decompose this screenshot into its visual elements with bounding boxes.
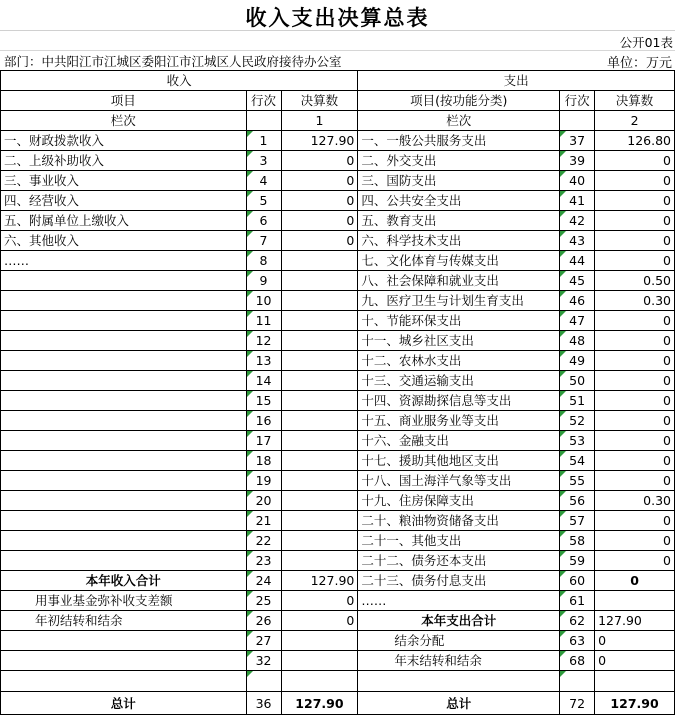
expense-amount: 0 [595, 371, 675, 391]
income-amount [281, 311, 358, 331]
department-label: 部门：中共阳江市江城区委阳江市江城区人民政府接待办公室 [4, 54, 342, 69]
income-amount [281, 551, 358, 571]
income-amount [281, 371, 358, 391]
table-row [1, 531, 675, 551]
income-line-number: 22 [246, 531, 281, 551]
expense-line-number: 42 [560, 211, 595, 231]
expense-amount: 0 [595, 191, 675, 211]
income-line-number: 36 [246, 692, 281, 715]
expense-amount: 127.90 [595, 692, 675, 715]
income-amount: 127.90 [281, 571, 358, 591]
income-amount: 0 [281, 611, 358, 631]
expense-amount: 127.90 [595, 611, 675, 631]
income-amount [281, 531, 358, 551]
income-amount: 127.90 [281, 692, 358, 715]
income-amount [281, 511, 358, 531]
table-row [1, 551, 675, 571]
expense-amount: 0 [595, 511, 675, 531]
expense-item-name: 五、教育支出 [358, 211, 560, 231]
expense-line-number: 68 [560, 651, 595, 671]
income-line-number: 26 [246, 611, 281, 631]
table-row [1, 331, 675, 351]
expense-line-number: 49 [560, 351, 595, 371]
income-item-name [1, 531, 247, 551]
title-row [0, 0, 675, 31]
income-item-name [1, 411, 247, 431]
table-row [1, 231, 675, 251]
expense-line-number: 52 [560, 411, 595, 431]
empty-cell [560, 111, 595, 131]
income-item-name [1, 551, 247, 571]
expense-line-number: 50 [560, 371, 595, 391]
income-amount: 0 [281, 171, 358, 191]
expense-amount: 0 [595, 231, 675, 251]
income-line-number: 23 [246, 551, 281, 571]
empty-cell [246, 111, 281, 131]
income-amount: 0 [281, 151, 358, 171]
table-row [1, 151, 675, 171]
income-item-name [1, 271, 247, 291]
income-line-number: 8 [246, 251, 281, 271]
income-amount: 0 [281, 591, 358, 611]
expense-amount: 0 [595, 171, 675, 191]
income-line-number: 16 [246, 411, 281, 431]
income-item-header: 项目 [1, 91, 247, 111]
expense-amount: 0.30 [595, 291, 675, 311]
expense-item-name: 十七、援助其他地区支出 [358, 451, 560, 471]
expense-item-name: 结余分配 [358, 631, 560, 651]
expense-item-name: 九、医疗卫生与计划生育支出 [358, 291, 560, 311]
income-item-name [1, 631, 247, 651]
expense-column-label: 栏次 [358, 111, 560, 131]
income-column-label: 栏次 [1, 111, 247, 131]
table-row [1, 171, 675, 191]
expense-item-name: 一、一般公共服务支出 [358, 131, 560, 151]
gridline [0, 50, 675, 51]
income-item-name: 五、附属单位上缴收入 [1, 211, 247, 231]
income-line-number: 7 [246, 231, 281, 251]
table-row [1, 471, 675, 491]
expense-line-number: 56 [560, 491, 595, 511]
income-amount [281, 651, 358, 671]
expense-line-number: 40 [560, 171, 595, 191]
expense-amount: 126.80 [595, 131, 675, 151]
expense-item-name: 总计 [358, 692, 560, 715]
income-item-name: 用事业基金弥补收支差额 [1, 591, 247, 611]
income-item-name [1, 671, 247, 692]
expense-section-header: 支出 [358, 71, 675, 91]
expense-item-name: 七、文化体育与传媒支出 [358, 251, 560, 271]
expense-line-header: 行次 [560, 91, 595, 111]
income-item-name [1, 351, 247, 371]
expense-amount: 0 [595, 211, 675, 231]
income-expense-table [0, 70, 675, 715]
income-line-number: 19 [246, 471, 281, 491]
expense-amount: 0 [595, 631, 675, 651]
income-item-name [1, 471, 247, 491]
expense-item-name: 二十三、债务付息支出 [358, 571, 560, 591]
expense-item-name: 十四、资源勘探信息等支出 [358, 391, 560, 411]
expense-amount: 0 [595, 411, 675, 431]
table-row [1, 431, 675, 451]
income-item-name [1, 451, 247, 471]
income-item-name [1, 431, 247, 451]
income-col-number: 1 [281, 111, 358, 131]
income-line-number: 13 [246, 351, 281, 371]
income-amount [281, 271, 358, 291]
income-amount [281, 451, 358, 471]
expense-line-number: 46 [560, 291, 595, 311]
expense-amount: 0 [595, 251, 675, 271]
income-item-name [1, 651, 247, 671]
income-item-name: …… [1, 251, 247, 271]
expense-item-name: 十九、住房保障支出 [358, 491, 560, 511]
expense-item-name: 本年支出合计 [358, 611, 560, 631]
expense-line-number: 43 [560, 231, 595, 251]
income-amount-header: 决算数 [281, 91, 358, 111]
expense-amount: 0 [595, 151, 675, 171]
table-row [1, 311, 675, 331]
income-line-number: 21 [246, 511, 281, 531]
section-header-row [1, 71, 675, 91]
income-item-name: 二、上级补助收入 [1, 151, 247, 171]
income-item-name: 本年收入合计 [1, 571, 247, 591]
income-line-number: 18 [246, 451, 281, 471]
income-item-name [1, 491, 247, 511]
expense-item-name: 十六、金融支出 [358, 431, 560, 451]
income-item-name [1, 511, 247, 531]
expense-item-name: 三、国防支出 [358, 171, 560, 191]
form-code: 公开01表 [619, 35, 673, 50]
unit-label: 单位：万元 [606, 56, 672, 71]
expense-col-number: 2 [595, 111, 675, 131]
expense-item-name: 八、社会保障和就业支出 [358, 271, 560, 291]
income-item-name: 一、财政拨款收入 [1, 131, 247, 151]
income-line-number: 15 [246, 391, 281, 411]
table-row [1, 511, 675, 531]
expense-amount: 0 [595, 471, 675, 491]
expense-item-name: 年末结转和结余 [358, 651, 560, 671]
expense-line-number: 60 [560, 571, 595, 591]
income-amount: 127.90 [281, 131, 358, 151]
income-line-number: 6 [246, 211, 281, 231]
expense-line-number: 44 [560, 251, 595, 271]
expense-amount: 0 [595, 651, 675, 671]
table-row [1, 491, 675, 511]
expense-item-name: 六、科学技术支出 [358, 231, 560, 251]
expense-amount: 0 [595, 451, 675, 471]
income-item-name [1, 331, 247, 351]
expense-item-name: 十一、城乡社区支出 [358, 331, 560, 351]
income-amount: 0 [281, 211, 358, 231]
income-item-name: 总计 [1, 692, 247, 715]
income-item-name: 年初结转和结余 [1, 611, 247, 631]
expense-line-number: 47 [560, 311, 595, 331]
expense-item-name: …… [358, 591, 560, 611]
expense-item-name: 十三、交通运输支出 [358, 371, 560, 391]
expense-item-name [358, 671, 560, 692]
table-row [1, 651, 675, 671]
income-line-number: 14 [246, 371, 281, 391]
expense-item-header: 项目(按功能分类) [358, 91, 560, 111]
income-amount [281, 251, 358, 271]
expense-line-number: 39 [560, 151, 595, 171]
column-header-row [1, 91, 675, 111]
income-amount [281, 631, 358, 651]
income-amount [281, 671, 358, 692]
income-item-name: 四、经营收入 [1, 191, 247, 211]
table-row [1, 571, 675, 591]
expense-line-number: 54 [560, 451, 595, 471]
expense-item-name: 二、外交支出 [358, 151, 560, 171]
expense-amount: 0 [595, 571, 675, 591]
table-row [1, 611, 675, 631]
expense-item-name: 十二、农林水支出 [358, 351, 560, 371]
expense-amount: 0 [595, 311, 675, 331]
table-row [1, 692, 675, 715]
expense-line-number: 53 [560, 431, 595, 451]
income-item-name [1, 311, 247, 331]
expense-line-number: 45 [560, 271, 595, 291]
expense-line-number: 51 [560, 391, 595, 411]
expense-line-number: 48 [560, 331, 595, 351]
table-row [1, 391, 675, 411]
income-line-number: 12 [246, 331, 281, 351]
expense-amount: 0.50 [595, 271, 675, 291]
expense-amount: 0 [595, 351, 675, 371]
expense-line-number: 55 [560, 471, 595, 491]
expense-amount [595, 671, 675, 692]
expense-item-name: 四、公共安全支出 [358, 191, 560, 211]
income-amount: 0 [281, 231, 358, 251]
expense-item-name: 十、节能环保支出 [358, 311, 560, 331]
income-line-number: 9 [246, 271, 281, 291]
table-row [1, 211, 675, 231]
table-row [1, 291, 675, 311]
income-line-number: 11 [246, 311, 281, 331]
income-amount: 0 [281, 191, 358, 211]
income-amount [281, 431, 358, 451]
income-item-name [1, 291, 247, 311]
table-row [1, 191, 675, 211]
income-item-name [1, 371, 247, 391]
income-line-number: 1 [246, 131, 281, 151]
expense-item-name: 十五、商业服务业等支出 [358, 411, 560, 431]
expense-amount: 0 [595, 431, 675, 451]
expense-amount: 0.30 [595, 491, 675, 511]
table-row [1, 371, 675, 391]
expense-amount: 0 [595, 551, 675, 571]
column-label-row [1, 111, 675, 131]
income-line-number: 17 [246, 431, 281, 451]
income-line-number: 20 [246, 491, 281, 511]
income-amount [281, 391, 358, 411]
expense-line-number [560, 671, 595, 692]
income-amount [281, 471, 358, 491]
table-row [1, 251, 675, 271]
expense-line-number: 58 [560, 531, 595, 551]
expense-amount-header: 决算数 [595, 91, 675, 111]
income-line-number: 25 [246, 591, 281, 611]
income-amount [281, 331, 358, 351]
expense-amount [595, 591, 675, 611]
expense-line-number: 57 [560, 511, 595, 531]
expense-line-number: 41 [560, 191, 595, 211]
income-line-number: 27 [246, 631, 281, 651]
income-line-number: 3 [246, 151, 281, 171]
report-title: 收入支出决算总表 [245, 6, 430, 30]
table-row [1, 631, 675, 651]
table-row [1, 271, 675, 291]
expense-amount: 0 [595, 391, 675, 411]
expense-line-number: 61 [560, 591, 595, 611]
income-section-header: 收入 [1, 71, 358, 91]
income-line-number [246, 671, 281, 692]
income-line-number: 5 [246, 191, 281, 211]
income-line-number: 4 [246, 171, 281, 191]
income-item-name: 六、其他收入 [1, 231, 247, 251]
income-amount [281, 491, 358, 511]
table-row [1, 131, 675, 151]
income-item-name [1, 391, 247, 411]
expense-item-name: 十八、国土海洋气象等支出 [358, 471, 560, 491]
expense-amount: 0 [595, 331, 675, 351]
income-item-name: 三、事业收入 [1, 171, 247, 191]
expense-item-name: 二十、粮油物资储备支出 [358, 511, 560, 531]
expense-amount: 0 [595, 531, 675, 551]
expense-line-number: 59 [560, 551, 595, 571]
income-line-number: 32 [246, 651, 281, 671]
table-row [1, 411, 675, 431]
expense-line-number: 63 [560, 631, 595, 651]
income-amount [281, 291, 358, 311]
expense-line-number: 62 [560, 611, 595, 631]
table-row [1, 451, 675, 471]
table-row [1, 351, 675, 371]
expense-item-name: 二十二、债务还本支出 [358, 551, 560, 571]
income-line-number: 24 [246, 571, 281, 591]
expense-line-number: 72 [560, 692, 595, 715]
expense-item-name: 二十一、其他支出 [358, 531, 560, 551]
income-line-number: 10 [246, 291, 281, 311]
income-line-header: 行次 [246, 91, 281, 111]
expense-line-number: 37 [560, 131, 595, 151]
income-amount [281, 351, 358, 371]
income-amount [281, 411, 358, 431]
table-row [1, 671, 675, 692]
table-row [1, 591, 675, 611]
